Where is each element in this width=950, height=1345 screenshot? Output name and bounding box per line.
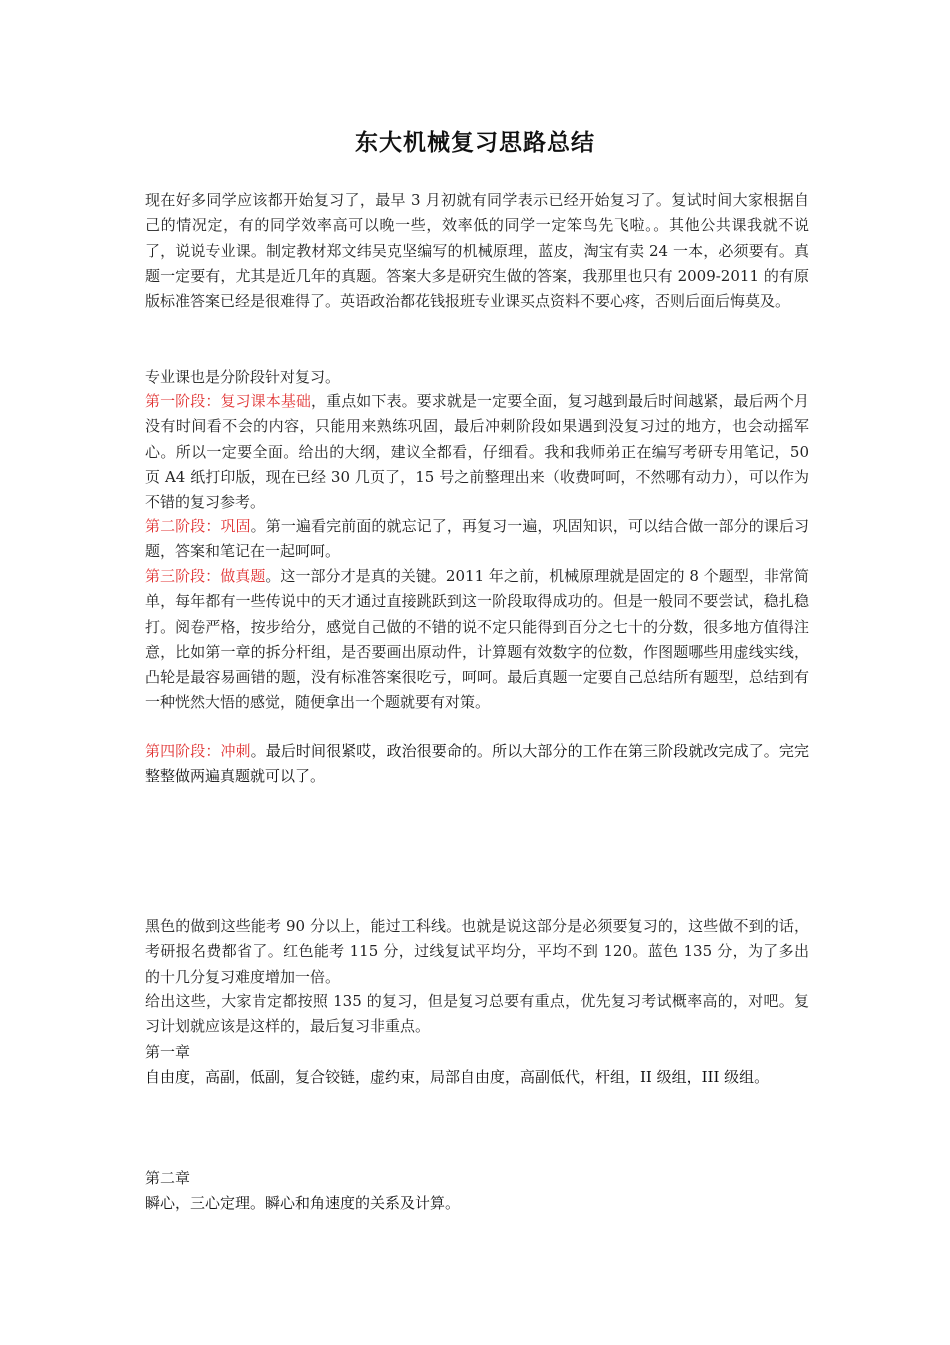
stage-4-label: 第四阶段：冲刺: [145, 742, 251, 760]
stage-1-label: 第一阶段：复习课本基础: [145, 392, 312, 410]
stage-3-paragraph: [145, 564, 809, 716]
stage-4-paragraph: [145, 739, 809, 790]
stage-2-text: 。第一遍看完前面的就忘记了，再复习一遍，巩固知识，可以结合做一部分的课后习题，答案和笔记在一起呵呵。: [145, 517, 809, 561]
stage-1-paragraph: [145, 389, 809, 515]
intro-paragraph: 现在好多同学应该都开始复习了，最早 3 月初就有同学表示已经开始复习了。复试时间大家根据自己的情况定，有的同学效率高可以晚一些，效率低的同学一定笨鸟先飞啦。。其他公共课我就不说了，说说专业课。制定教材郑文纬吴克坚编写的机械原理，蓝皮，淘宝有卖 24 一本，必须要有。真题一定要有，尤其是近几年的真题。答案大多是研究生做的答案，我那里也只有 2009-2011 的有原版标准答案已经是很难得了。英语政治都花钱报班专业课买点资料不要心疼，否则后面后悔莫及。: [145, 191, 809, 311]
document-title: 东大机械复习思路总结: [355, 129, 595, 156]
chapter-2-heading: 第二章: [145, 1169, 191, 1187]
chapter-1-heading: 第一章: [145, 1043, 191, 1061]
stage-1-text: ，重点如下表。要求就是一定要全面，复习越到最后时间越紧，最后两个月没有时间看不会的内容，只能用来熟练巩固，最后冲刺阶段如果遇到没复习过的地方，也会动摇军心。所以一定要全面。给出的大纲，建议全都看，仔细看。我和我师弟正在编写考研专用笔记，50 页 A4 纸打印版，现在已经 30 几页了，15 号之前整理出来（收费呵呵，不然哪有动力），可以作为不错的复习参考。: [145, 392, 809, 512]
stage-2-label: 第二阶段：巩固: [145, 517, 251, 535]
stage-3-text: 。这一部分才是真的关键。2011 年之前，机械原理就是固定的 8 个题型，非常简单，每年都有一些传说中的天才通过直接跳跃到这一阶段取得成功的。但是一般同不要尝试，稳扎稳打。阅卷严格，按步给分，感觉自己做的不错的说不定只能得到百分之七十的分数，很多地方值得注意，比如第一章的拆分杆组，是否要画出原动件，计算题有效数字的位数，作图题哪些用虚线实线，凸轮是最容易画错的题，没有标准答案很吃亏，呵呵。最后真题一定要自己总结所有题型，总结到有一种恍然大悟的感觉，随便拿出一个题就要有对策。: [145, 567, 809, 712]
chapter-1-content: 自由度，高副，低副，复合铰链，虚约束，局部自由度，高副低代，杆组，II 级组，III 级组。: [145, 1068, 770, 1086]
scores-paragraph: 黑色的做到这些能考 90 分以上，能过工科线。也就是说这部分是必须要复习的，这些做不到的话，考研报名费都省了。红色能考 115 分，过线复试平均分，平均不到 120。蓝色 135 分，为了多出的十几分复习难度增加一倍。: [145, 917, 809, 986]
stage-4-text: 。最后时间很紧哎，政治很要命的。所以大部分的工作在第三阶段就改完成了。完完整整做两遍真题就可以了。: [145, 742, 809, 786]
stage-3-label: 第三阶段：做真题: [145, 567, 266, 585]
stage-2-paragraph: [145, 514, 809, 565]
priority-paragraph: 给出这些，大家肯定都按照 135 的复习，但是复习总要有重点，优先复习考试概率高的，对吧。复习计划就应该是这样的，最后复习非重点。: [145, 992, 809, 1036]
chapter-2-content: 瞬心，三心定理。瞬心和角速度的关系及计算。: [145, 1194, 461, 1212]
stages-intro: 专业课也是分阶段针对复习。: [145, 368, 341, 386]
